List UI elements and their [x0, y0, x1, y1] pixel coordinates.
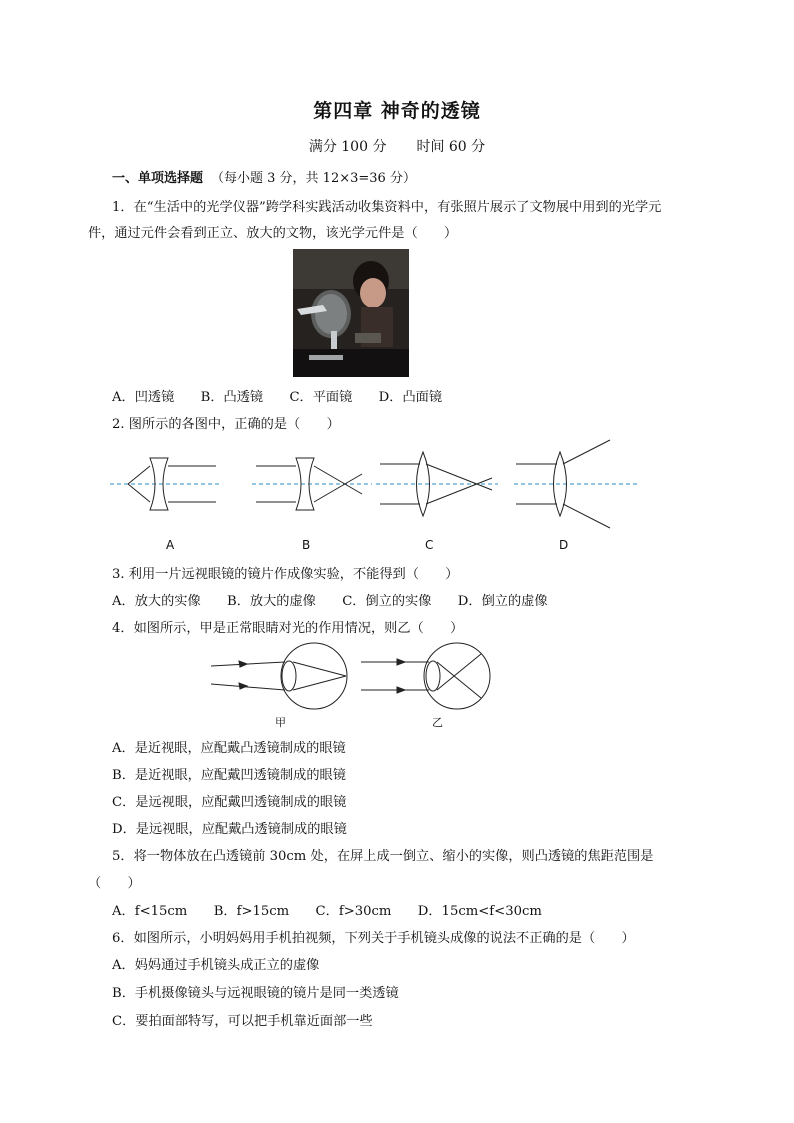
- full-score: 满分 100 分: [308, 139, 387, 155]
- diagram-label-b: B: [302, 538, 311, 552]
- q2-stem: 2. 图所示的各图中，正确的是（ ）: [112, 417, 340, 432]
- q4-option-b: B．是近视眼，应配戴凹透镜制成的眼镜: [112, 768, 346, 783]
- q4-option-a: A．是近视眼，应配戴凸透镜制成的眼镜: [112, 741, 346, 756]
- q5-stem-line1: 5．将一物体放在凸透镜前 30cm 处，在屏上成一倒立、缩小的实像，则凸透镜的焦距范围是: [112, 849, 654, 864]
- page-title: 第四章 神奇的透镜: [313, 100, 481, 122]
- q6-option-b: B．手机摄像镜头与远视眼镜的镜片是同一类透镜: [112, 986, 399, 1001]
- q4-option-d: D．是远视眼，应配戴凸透镜制成的眼镜: [112, 822, 347, 837]
- q6-stem: 6．如图所示，小明妈妈用手机拍视频，下列关于手机镜头成像的说法不正确的是（ ）: [112, 931, 635, 946]
- time-limit: 时间 60 分: [416, 139, 486, 155]
- diagram-a: [110, 458, 220, 510]
- diagram-d: [514, 440, 638, 528]
- label-yi: 乙: [432, 716, 443, 729]
- q1-stem-line1: 1．在“生活中的光学仪器”跨学科实践活动收集资料中，有张照片展示了文物展中用到的光学元: [112, 200, 662, 215]
- label-jia: 甲: [275, 716, 286, 729]
- diagram-label-c: C: [425, 538, 434, 552]
- exam-info: [0, 136, 794, 156]
- section-note: （每小题 3 分，共 12×3=36 分）: [211, 171, 416, 186]
- q5-stem-line2: （ ）: [88, 876, 141, 891]
- q3-options: A．放大的实像 B．放大的虚像 C．倒立的实像 D．倒立的虚像: [112, 594, 548, 609]
- eye-jia: [211, 643, 347, 709]
- q4-stem: 4．如图所示，甲是正常眼睛对光的作用情况，则乙（ ）: [112, 621, 464, 636]
- q4-option-c: C．是远视眼，应配戴凹透镜制成的眼镜: [112, 795, 347, 810]
- section-heading: [112, 167, 416, 186]
- section-title: 一、单项选择题: [112, 171, 204, 186]
- q1-stem-line2: 件，通过元件会看到正立、放大的文物，该光学元件是（ ）: [88, 226, 458, 241]
- diagram-c: [376, 452, 498, 516]
- eye-diagrams-figure: [205, 640, 495, 712]
- q6-option-a: A．妈妈通过手机镜头成正立的虚像: [112, 958, 320, 973]
- diagram-b: [252, 458, 372, 510]
- q6-option-c: C．要拍面部特写，可以把手机靠近面部一些: [112, 1014, 373, 1029]
- eye-yi: [361, 643, 490, 709]
- diagram-label-d: D: [559, 538, 569, 552]
- q3-stem: 3. 利用一片远视眼镜的镜片作成像实验，不能得到（ ）: [112, 567, 459, 582]
- museum-magnifier-photo: [293, 249, 409, 377]
- q1-options: A．凹透镜 B．凸透镜 C．平面镜 D．凸面镜: [112, 390, 443, 405]
- diagram-label-a: A: [166, 538, 175, 552]
- q5-options: A．f<15cm B．f>15cm C．f>30cm D．15cm<f<30cm: [112, 904, 542, 919]
